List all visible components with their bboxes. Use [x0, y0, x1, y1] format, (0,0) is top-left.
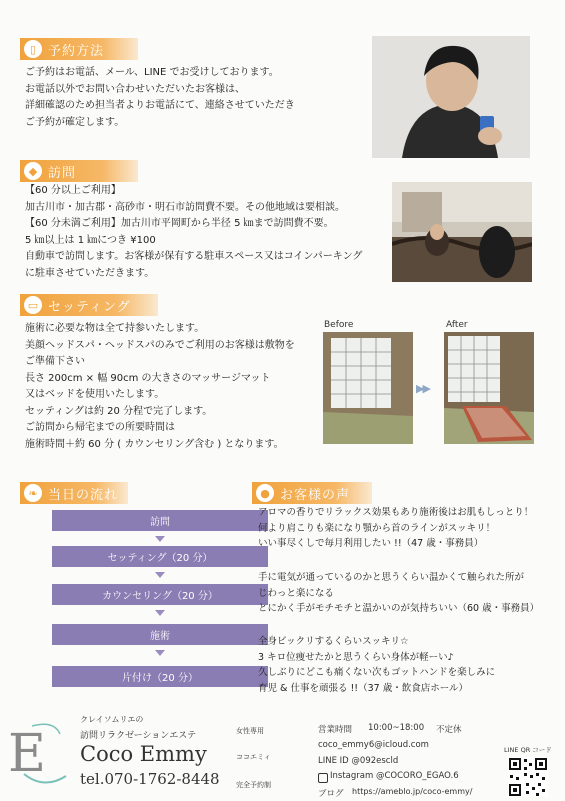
text-line: 育児 & 仕事を頑張る !!（37 歳・飲食店ホール） — [258, 682, 469, 694]
down-arrow-icon — [155, 650, 165, 656]
photo-phone-call — [372, 36, 530, 158]
photo-after-image — [444, 332, 534, 444]
section-title: 訪問 — [48, 166, 77, 181]
down-arrow-icon — [155, 536, 165, 542]
text-line: ご予約はお電話、メール、LINE でお受けしております。 — [25, 67, 279, 78]
visit-text — [25, 183, 362, 282]
blog-link[interactable]: https://ameblo.jp/coco-emmy/ — [352, 787, 473, 796]
section-title: セッティング — [48, 300, 131, 315]
section-title: 当日の流れ — [48, 488, 119, 503]
text-line: 手に電気が通っているのかと思うくらい温かくて触られた所が — [258, 572, 525, 583]
leaf-icon: ❧ — [24, 484, 42, 502]
photo-visit — [392, 182, 532, 282]
person-icon: ● — [256, 484, 274, 502]
text-line: に駐車させていただきます。 — [25, 267, 155, 279]
text-line: 全身ビックリするくらいスッキリ☆ — [258, 636, 409, 647]
section-header-flow — [20, 482, 128, 504]
text-line: とにかく手がモチモチと温かいのが気持ちいい（60 歳・事務員） — [258, 603, 540, 614]
hours-label: 営業時間 — [318, 725, 353, 735]
holiday-value: 不定休 — [436, 725, 462, 735]
photo-after — [444, 332, 534, 444]
voice-group — [258, 634, 495, 696]
section-header-reservation — [20, 38, 138, 60]
text-line: 美顔ヘッドスパ・ヘッドスパのみでご利用のお客様は敷物を — [25, 339, 295, 351]
mat-icon: ▭ — [24, 296, 42, 314]
text-line: 何より肩こりも楽になり顎から首のラインがスッキリ！ — [258, 522, 496, 534]
flow-step: セッティング（20 分） — [52, 546, 268, 567]
text-line: 3 キロ位痩せたかと思うくらい身体が軽ーい♪ — [258, 651, 454, 663]
text-line: 又はベッドを使用いたします。 — [25, 389, 165, 400]
photo-phone-call-image — [372, 36, 530, 158]
blog-label: ブログ — [318, 789, 344, 799]
section-title: 予約方法 — [48, 44, 105, 59]
reservation-note: 完全予約制 — [236, 781, 271, 789]
text-line: 【60 分以上ご利用】 — [25, 185, 121, 196]
text-line: いい事尽くしで毎月利用したい !!（47 歳・事務員） — [258, 538, 484, 549]
text-line: 施術に必要な物は全て持参いたします。 — [25, 323, 205, 334]
phone-icon: ▯ — [24, 40, 42, 58]
brand-kana: ココエミィ — [236, 753, 271, 761]
arrow-icon: ▶▶ — [416, 382, 429, 395]
after-label: After — [446, 320, 468, 330]
line-id: LINE ID @092escld — [318, 756, 399, 766]
footer-tagline1: クレイソムリエの — [80, 715, 144, 724]
text-line: ご準備下さい — [25, 356, 85, 367]
section-title: お客様の声 — [280, 488, 351, 503]
reservation-text — [25, 65, 295, 131]
women-only-label: 女性専用 — [236, 727, 264, 735]
text-line: 【60 分未満ご利用】加古川市平岡町から半径 5 ㎞まで訪問費不要。 — [25, 218, 334, 229]
qr-label: LINE QR コード — [504, 746, 552, 754]
voice-group — [258, 505, 533, 552]
photo-before — [323, 332, 413, 444]
text-line: 久しぶりにどこも痛くない次もゴットハンドを楽しみに — [258, 667, 496, 678]
flow-step: 片付け（20 分） — [52, 666, 268, 687]
section-header-visit — [20, 160, 138, 182]
qr-code-image — [508, 757, 548, 797]
text-line: 加古川市・加古郡・高砂市・明石市訪問費不要。その他地域は要相談。 — [25, 201, 345, 213]
setting-text — [25, 321, 295, 453]
text-line: ご予約が確定します。 — [25, 116, 125, 128]
qr-code-icon[interactable] — [508, 757, 548, 797]
text-line: 施術時間＋約 60 分 ( カウンセリング含む ) となります。 — [25, 438, 284, 450]
section-header-setting — [20, 294, 158, 316]
instagram-icon — [318, 773, 328, 783]
photo-visit-image — [392, 182, 532, 282]
down-arrow-icon — [155, 572, 165, 578]
text-line: 自動車で訪問します。お客様が保有する駐車スペース又はコインパーキング — [25, 251, 363, 262]
down-arrow-icon — [155, 610, 165, 616]
photo-before-image — [323, 332, 413, 444]
text-line: ご訪問から帰宅までの所要時間は — [25, 422, 175, 433]
text-line: 詳細確認のため担当者よりお電話にて、連絡させていただき — [25, 100, 295, 111]
text-line: お電話以外でお問い合わせいただいたお客様は、 — [25, 83, 245, 95]
text-line: 5 ㎞以上は 1 ㎞につき ¥100 — [25, 234, 156, 246]
text-line: セッティングは約 20 分程で完了します。 — [25, 405, 213, 417]
before-label: Before — [324, 320, 354, 330]
logo-letter: E — [8, 724, 46, 784]
email-link[interactable]: coco_emmy6@icloud.com — [318, 740, 429, 750]
section-header-voices — [252, 482, 372, 504]
text-line: じわっと楽になる — [258, 587, 334, 599]
logo-swirl-icon — [4, 716, 76, 796]
brand-name: Coco Emmy — [80, 742, 207, 766]
voice-group — [258, 570, 539, 617]
hours-value: 10:00~18:00 — [368, 723, 425, 733]
instagram-handle[interactable]: Instagram @COCORO_EGAO.6 — [330, 771, 459, 781]
footer-tagline2: 訪問リラクゼーションエステ — [80, 731, 197, 741]
flow-step: 施術 — [52, 624, 268, 645]
flow-step: 訪問 — [52, 510, 268, 531]
footer-logo — [4, 716, 76, 796]
car-icon: ◆ — [24, 162, 42, 180]
text-line: アロマの香りでリラックス効果もあり施術後はお肌もしっとり！ — [258, 507, 534, 518]
text-line: 長さ 200cm × 幅 90cm の大きさのマッサージマット — [25, 372, 271, 384]
flow-step: カウンセリング（20 分） — [52, 584, 268, 605]
tel-link[interactable]: tel.070-1762-8448 — [80, 770, 220, 788]
